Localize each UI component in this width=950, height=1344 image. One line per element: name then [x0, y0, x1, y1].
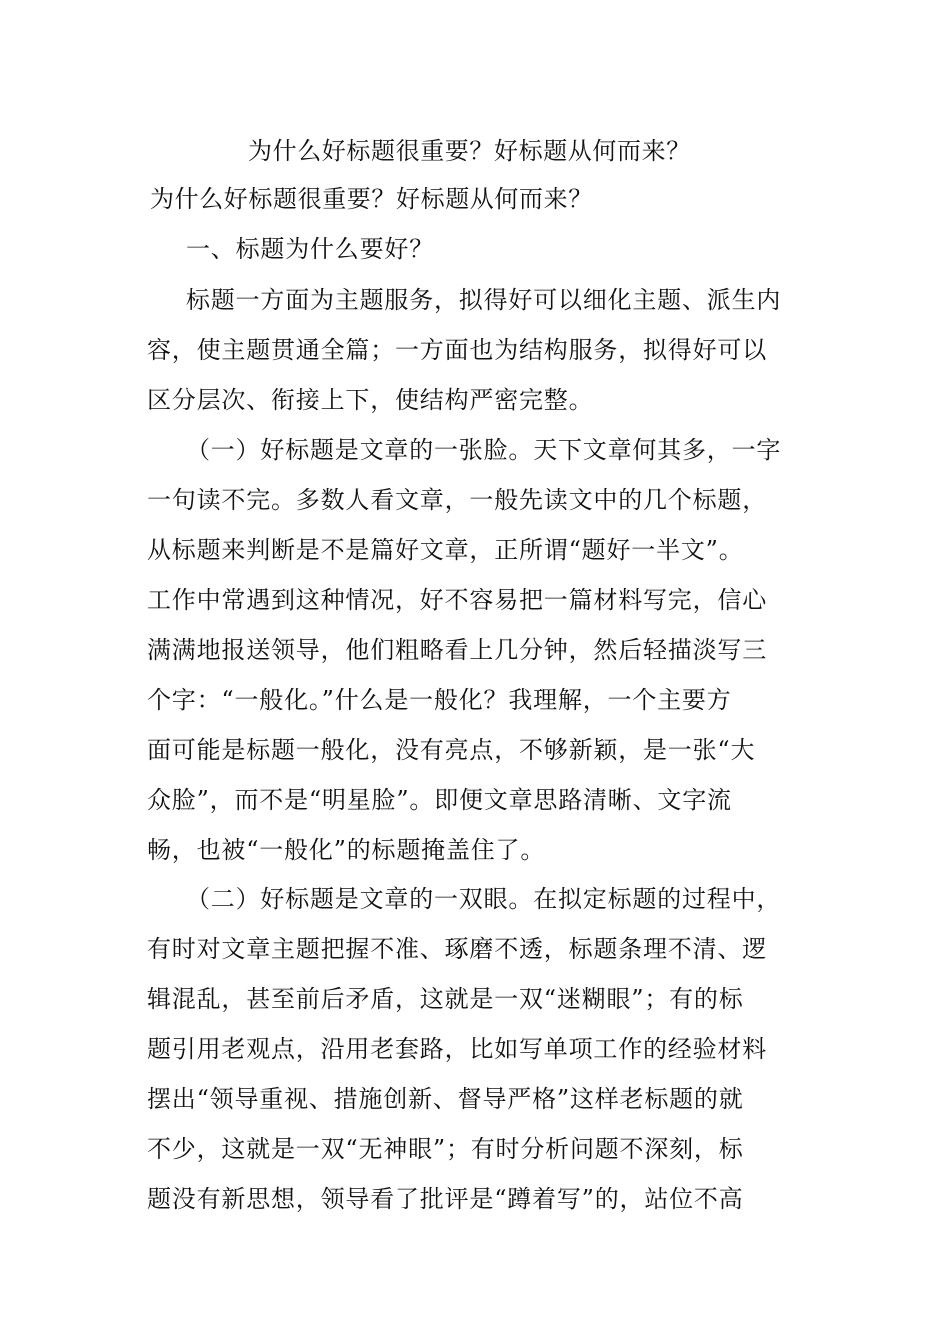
paragraph-line: 题引用老观点，沿用老套路，比如写单项工作的经验材料 [147, 1035, 767, 1063]
paragraph-line: 标题一方面为主题服务，拟得好可以细化主题、派生内 [186, 286, 782, 314]
paragraph-line: 畅，也被“一般化”的标题掩盖住了。 [147, 836, 546, 864]
paragraph-line: 容，使主题贯通全篇；一方面也为结构服务，拟得好可以 [147, 336, 767, 364]
paragraph-line: 一句读不完。多数人看文章，一般先读文中的几个标题， [147, 486, 767, 514]
document-subtitle: 为什么好标题很重要？好标题从何而来？ [150, 185, 593, 213]
section-heading: 一、标题为什么要好？ [186, 235, 434, 263]
paragraph-line: （一）好标题是文章的一张脸。天下文章何其多，一字 [186, 436, 782, 464]
paragraph-line: 辑混乱，甚至前后矛盾，这就是一双“迷糊眼”；有的标 [147, 985, 744, 1013]
paragraph-line: 满满地报送领导，他们粗略看上几分钟，然后轻描淡写三 [147, 636, 767, 664]
paragraph-line: 众脸”，而不是“明星脸”。即便文章思路清晰、文字流 [147, 786, 732, 814]
paragraph-line: （二）好标题是文章的一双眼。在拟定标题的过程中， [186, 885, 782, 913]
paragraph-line: 题没有新思想，领导看了批评是“蹲着写”的，站位不高 [147, 1185, 744, 1213]
paragraph-line: 个字：“一般化。”什么是一般化？我理解，一个主要方 [147, 686, 732, 714]
paragraph-line: 工作中常遇到这种情况，好不容易把一篇材料写完，信心 [147, 586, 767, 614]
paragraph-line: 区分层次、衔接上下，使结构严密完整。 [147, 386, 594, 414]
paragraph-line: 摆出“领导重视、措施创新、督导严格”这样老标题的就 [147, 1085, 744, 1113]
paragraph-line: 不少，这就是一双“无神眼”；有时分析问题不深刻，标 [147, 1135, 744, 1163]
paragraph-line: 从标题来判断是不是篇好文章，正所谓“题好一半文”。 [147, 536, 744, 564]
document-title: 为什么好标题很重要？好标题从何而来？ [248, 137, 691, 165]
paragraph-line: 面可能是标题一般化，没有亮点，不够新颖，是一张“大 [147, 736, 756, 764]
paragraph-line: 有时对文章主题把握不准、琢磨不透，标题条理不清、逻 [147, 935, 767, 963]
